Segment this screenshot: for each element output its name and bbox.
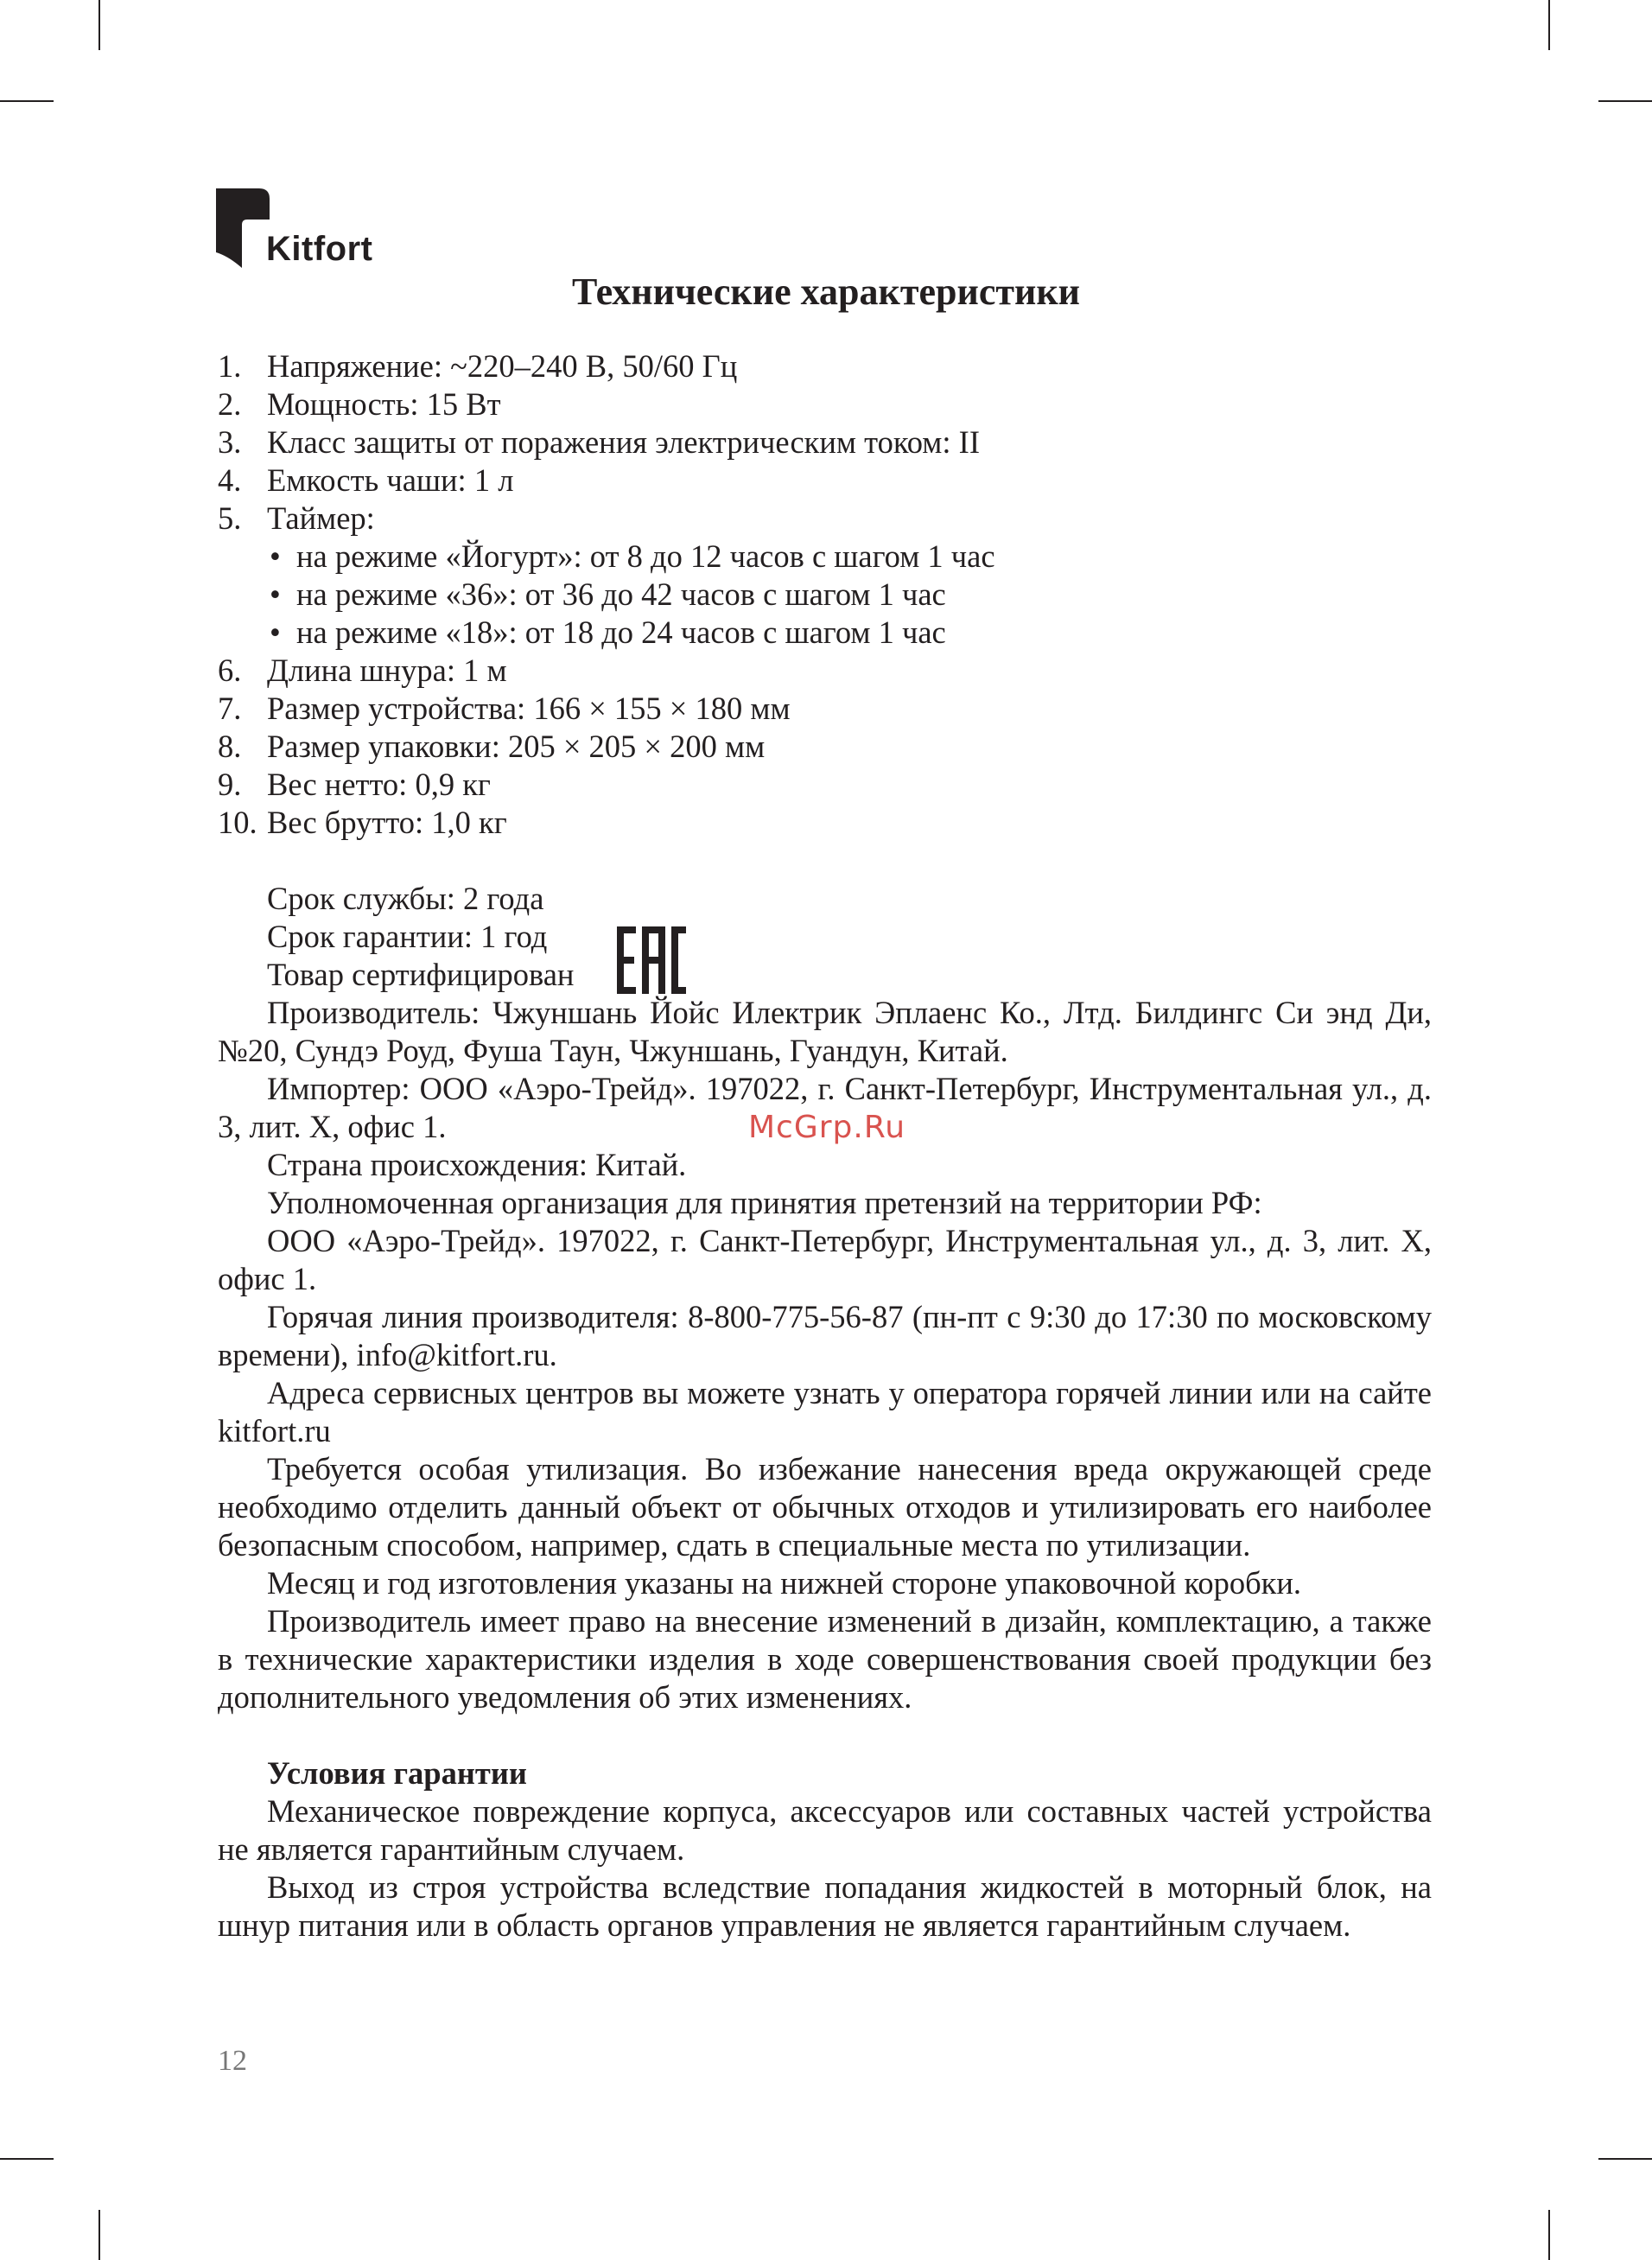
page-title: Технические характеристики <box>571 271 1081 313</box>
spec-number: 4. <box>218 462 242 498</box>
spacer <box>218 842 1432 880</box>
spec-item <box>218 462 1432 500</box>
document-body <box>218 347 1432 1945</box>
spec-number: 6. <box>218 653 242 688</box>
warranty-term: Срок гарантии: 1 год <box>267 919 548 954</box>
spec-text: Длина шнура: 1 м <box>267 653 507 688</box>
service-life: Срок службы: 2 года <box>267 881 544 916</box>
brand-name: Kitfort <box>266 230 373 268</box>
timer-mode-item <box>267 538 1432 576</box>
bullet-icon: • <box>270 614 281 650</box>
crop-mark <box>98 2210 100 2260</box>
spec-text: Размер упаковки: 205 × 205 × 200 мм <box>267 729 766 764</box>
country-of-origin: Страна происхождения: Китай. <box>267 1147 687 1182</box>
certified-text: Товар сертифицирован <box>267 957 575 992</box>
spec-item <box>218 385 1432 423</box>
kitfort-logo-mark-icon <box>216 188 270 268</box>
spacer <box>218 1716 1432 1754</box>
kitfort-logo <box>216 188 389 275</box>
crop-mark <box>1598 100 1652 102</box>
spec-text: Размер устройства: 166 × 155 × 180 мм <box>267 691 791 726</box>
spec-number: 7. <box>218 691 242 726</box>
design-change-notice: Производитель имеет право на внесение изменений в дизайн, комплектацию, а также в технические характеристики изделия в ходе совершенствования своей продукции без дополнительного уведомления об этих изменениях. <box>218 1603 1432 1715</box>
spec-item <box>218 347 1432 385</box>
spec-text: Класс защиты от поражения электрическим током: II <box>267 424 980 460</box>
spec-text: Таймер: <box>267 500 375 536</box>
spec-item <box>218 690 1432 728</box>
timer-mode-text: на режиме «36»: от 36 до 42 часов с шагом 1 час <box>296 576 946 612</box>
spec-number: 10. <box>218 805 257 840</box>
spec-text: Напряжение: ~220–240 В, 50/60 Гц <box>267 348 738 384</box>
disposal-info: Требуется особая утилизация. Во избежание нанесения вреда окружающей среде необходимо отделить данный объект от обычных отходов и утилизировать его наиболее безопасным способом, например, сдать в специальные места по утилизации. <box>218 1451 1432 1563</box>
timer-mode-text: на режиме «Йогурт»: от 8 до 12 часов с шагом 1 час <box>296 538 995 574</box>
timer-mode-list <box>218 538 1432 652</box>
page-number: 12 <box>218 2045 247 2077</box>
spec-item <box>218 804 1432 842</box>
warranty-heading: Условия гарантии <box>267 1755 527 1791</box>
spec-text: Емкость чаши: 1 л <box>267 462 514 498</box>
timer-mode-text: на режиме «18»: от 18 до 24 часов с шагом 1 час <box>296 614 946 650</box>
crop-mark <box>1548 2210 1550 2260</box>
certification-row <box>218 956 1432 994</box>
spec-text: Вес брутто: 1,0 кг <box>267 805 507 840</box>
bullet-icon: • <box>270 538 281 574</box>
spec-item <box>218 423 1432 462</box>
spec-number: 1. <box>218 348 242 384</box>
crop-mark <box>0 2158 54 2160</box>
timer-mode-item <box>267 614 1432 652</box>
spec-item <box>218 500 1432 538</box>
spec-number: 8. <box>218 729 242 764</box>
crop-mark <box>1548 0 1550 50</box>
spec-list <box>218 652 1432 842</box>
watermark: McGrp.Ru <box>748 1110 906 1145</box>
crop-mark <box>1598 2158 1652 2160</box>
spec-number: 2. <box>218 386 242 422</box>
spec-number: 3. <box>218 424 242 460</box>
importer-info: Импортер: ООО «Аэро-Трейд». 197022, г. Санкт-Петербург, Инструментальная ул., д. 3, лит. Х, офис 1. <box>218 1071 1432 1144</box>
spec-item <box>218 728 1432 766</box>
manufacturer-info: Производитель: Чжуншань Йойс Илектрик Эплаенс Ко., Лтд. Билдингс Си энд Ди, №20, Сундэ Роуд, Фуша Таун, Чжуншань, Гуандун, Китай. <box>218 995 1432 1068</box>
warranty-paragraph: Выход из строя устройства вследствие попадания жидкостей в моторный блок, на шнур питания или в область органов управления не является гарантийным случаем. <box>218 1869 1432 1943</box>
spec-text: Мощность: 15 Вт <box>267 386 501 422</box>
claims-organization-label: Уполномоченная организация для принятия претензий на территории РФ: <box>267 1185 1262 1220</box>
spec-number: 9. <box>218 767 242 802</box>
spec-item <box>218 652 1432 690</box>
manufacture-date-info: Месяц и год изготовления указаны на нижней стороне упаковочной коробки. <box>267 1565 1302 1601</box>
warranty-paragraph: Механическое повреждение корпуса, аксессуаров или составных частей устройства не является гарантийным случаем. <box>218 1793 1432 1867</box>
hotline-info: Горячая линия производителя: 8-800-775-56-87 (пн-пт с 9:30 до 17:30 по московскому времени), info@kitfort.ru. <box>218 1299 1432 1372</box>
spec-item <box>218 766 1432 804</box>
bullet-icon: • <box>270 576 281 612</box>
spec-text: Вес нетто: 0,9 кг <box>267 767 491 802</box>
crop-mark <box>0 100 54 102</box>
spec-list <box>218 347 1432 538</box>
timer-mode-item <box>267 576 1432 614</box>
claims-organization-address: ООО «Аэро-Трейд». 197022, г. Санкт-Петербург, Инструментальная ул., д. 3, лит. Х, офис 1. <box>218 1223 1432 1296</box>
eac-mark-icon <box>617 926 686 994</box>
spec-number: 5. <box>218 500 242 536</box>
crop-mark <box>98 0 100 50</box>
service-centers-info: Адреса сервисных центров вы можете узнать у оператора горячей линии или на сайте kitfort.ru <box>218 1375 1432 1448</box>
